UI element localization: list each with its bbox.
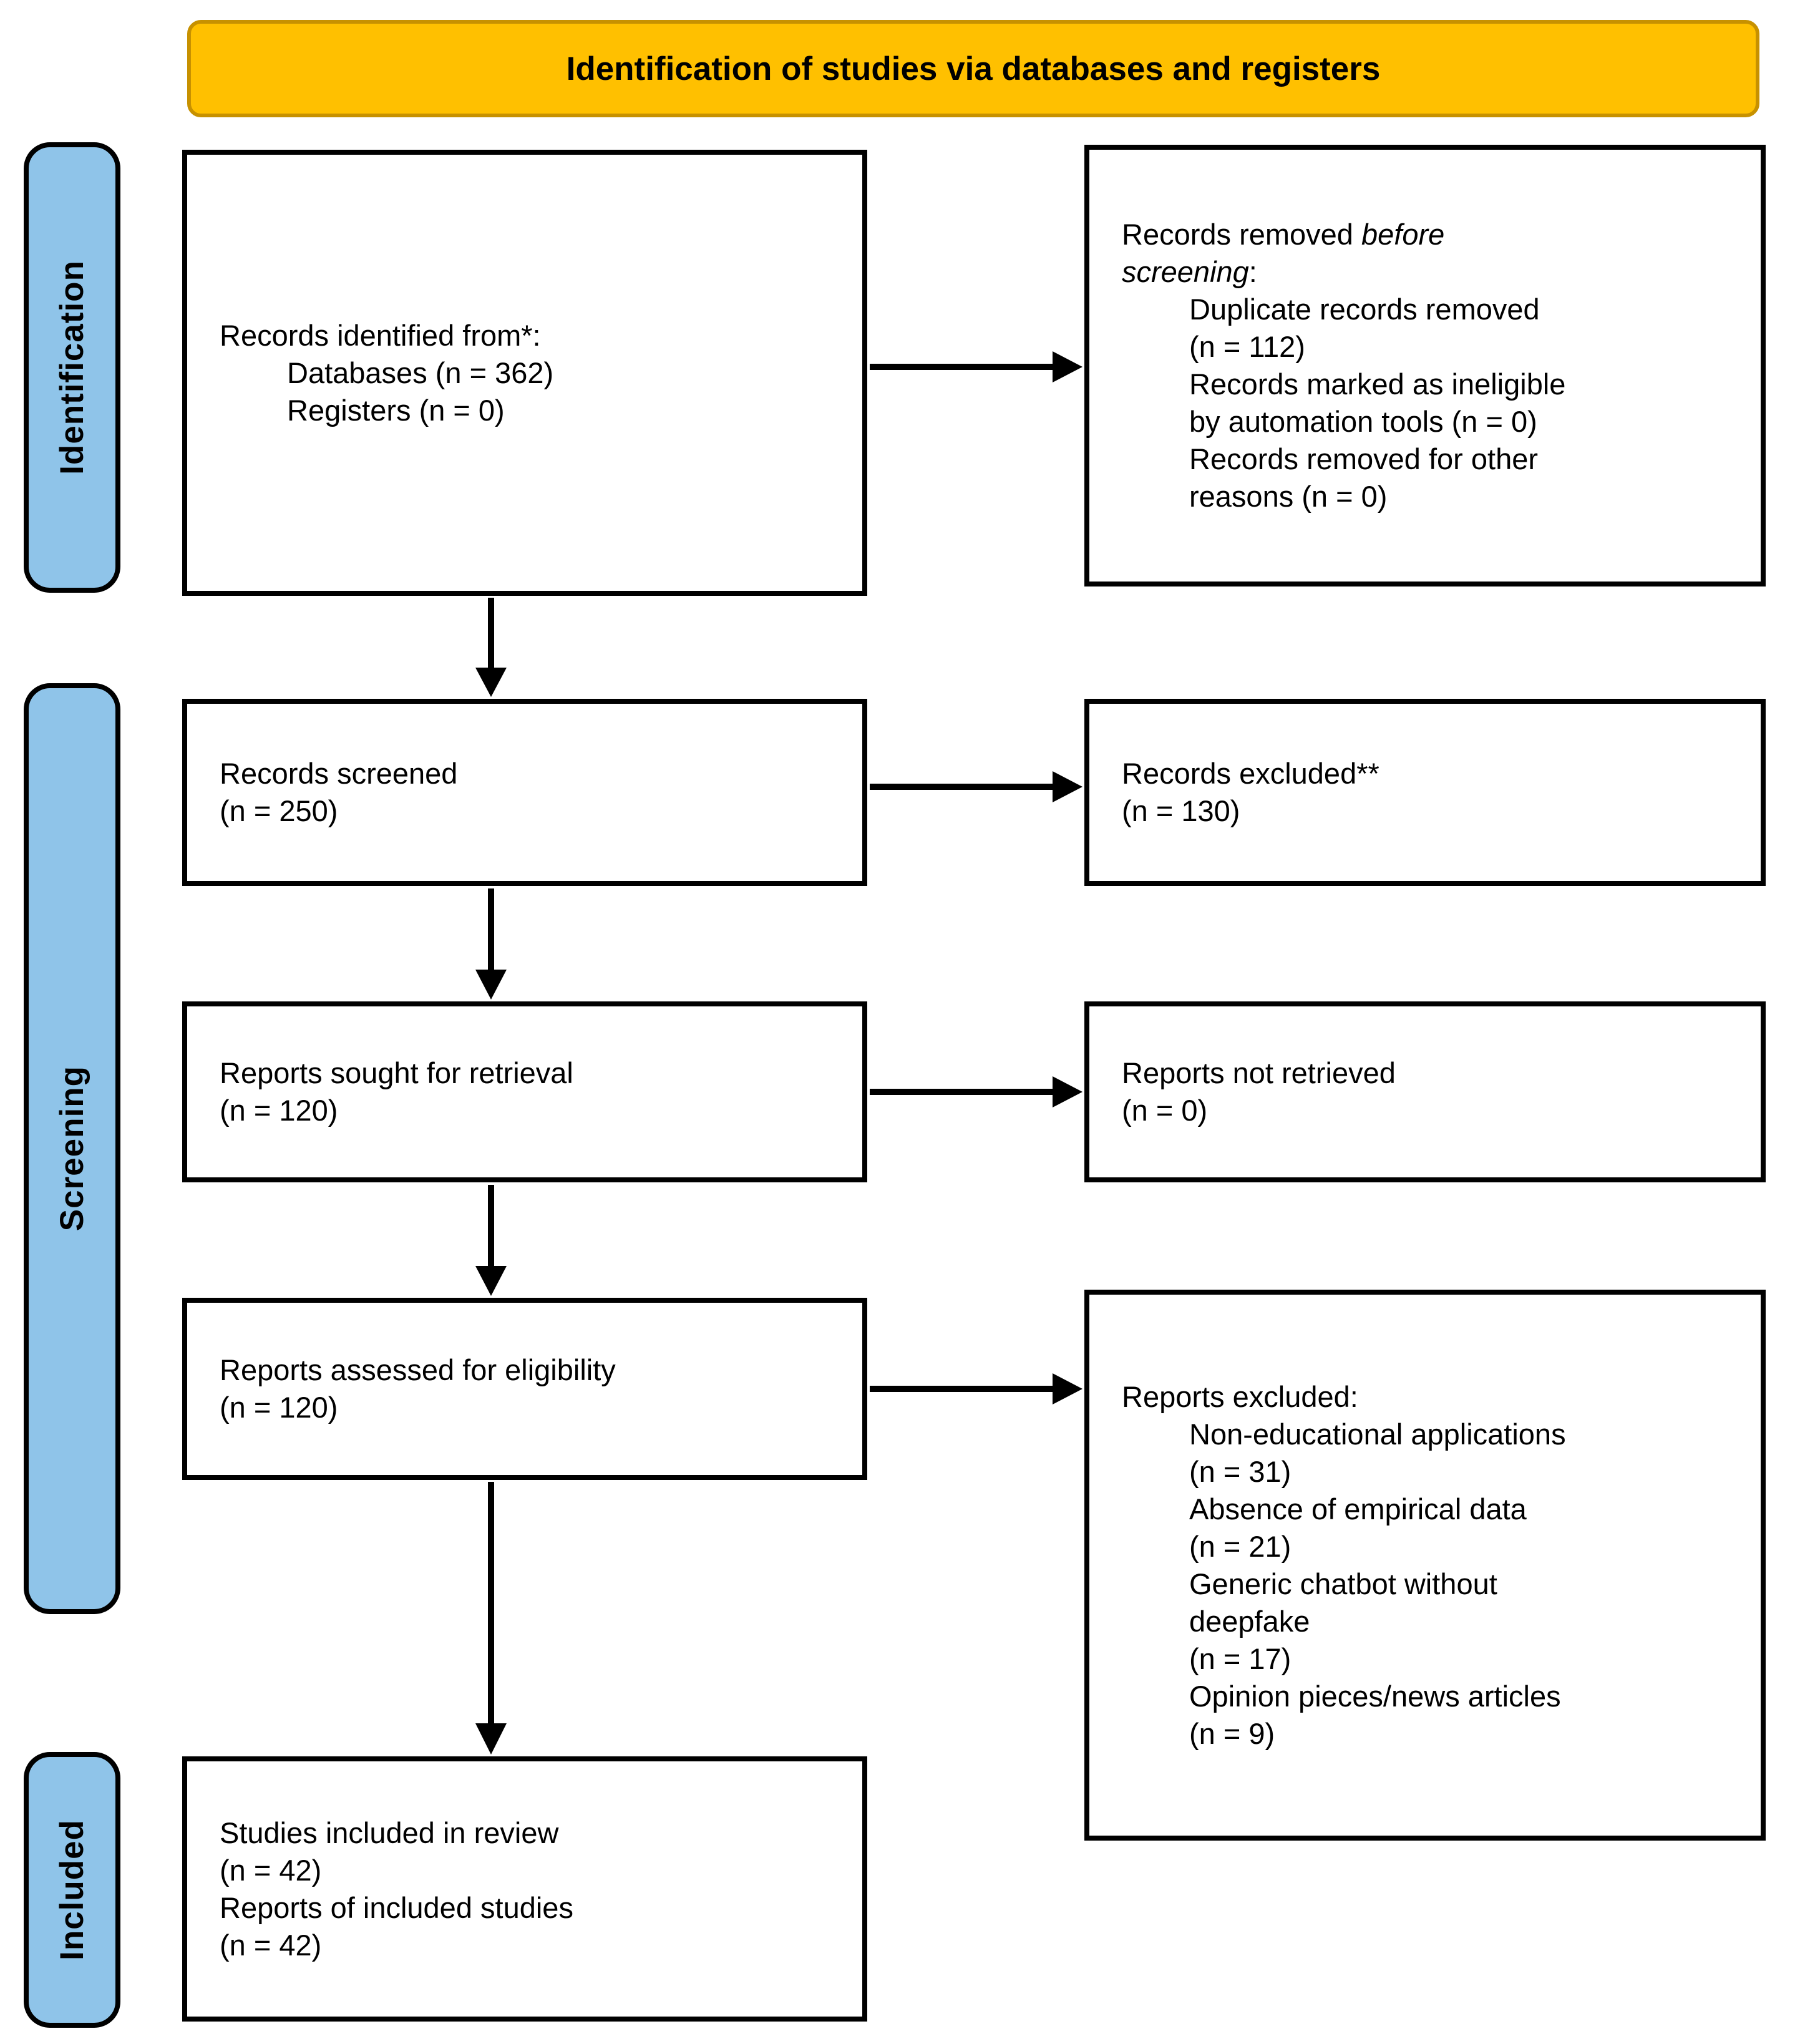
stage-label-screening: [24, 683, 120, 1614]
stage-label-identification-text: Identification: [54, 260, 90, 475]
records-removed-item2-line2: by automation tools (n = 0): [1189, 405, 1537, 438]
arrow-screened-to-sought-head: [475, 970, 507, 1000]
studies-included-line3: Reports of included studies: [220, 1891, 573, 1924]
stage-label-screening-text: Screening: [54, 1066, 90, 1232]
records-identified-line3: Registers (n = 0): [287, 393, 505, 427]
reports-sought-line2: (n = 120): [220, 1094, 338, 1127]
reports-assessed-line2: (n = 120): [220, 1391, 338, 1424]
records-removed-line2: [1122, 253, 1748, 291]
reports-sought-line1: Reports sought for retrieval: [220, 1056, 573, 1089]
arrow-sought-to-assessed-head: [475, 1266, 507, 1296]
studies-included-line1: Studies included in review: [220, 1816, 559, 1849]
records-identified-line2: Databases (n = 362): [287, 356, 554, 389]
box-records-screened: [182, 699, 867, 886]
reports-excluded-item3-line2: deepfake: [1189, 1604, 1310, 1638]
arrow-identified-to-removed-head: [1053, 351, 1082, 382]
records-removed-item3-line1: Records removed for other: [1189, 442, 1539, 475]
studies-included-line4: (n = 42): [220, 1928, 322, 1962]
box-reports-sought: [182, 1001, 867, 1182]
reports-excluded-item3-line3: (n = 17): [1189, 1642, 1292, 1675]
box-studies-included: [182, 1756, 867, 2022]
banner-title-text: Identification of studies via databases and registers: [566, 50, 1381, 87]
records-removed-line2-normal: :: [1248, 255, 1257, 288]
records-screened-line2: (n = 250): [220, 794, 338, 827]
arrow-identified-to-screened-head: [475, 668, 507, 697]
records-identified-line1: Records identified from*:: [220, 318, 541, 352]
stage-label-identification: [24, 142, 120, 593]
reports-not-retrieved-line1: Reports not retrieved: [1122, 1056, 1396, 1089]
reports-not-retrieved-line2: (n = 0): [1122, 1094, 1208, 1127]
records-removed-item2-line1: Records marked as ineligible: [1189, 367, 1566, 401]
records-removed-item1-line1: Duplicate records removed: [1189, 293, 1540, 326]
records-screened-line1: Records screened: [220, 757, 458, 790]
banner-title: [187, 20, 1759, 117]
box-records-excluded: [1084, 699, 1766, 886]
records-removed-line2-italic: screening: [1122, 255, 1249, 288]
box-reports-excluded: [1084, 1290, 1766, 1841]
reports-excluded-item3-line1: Generic chatbot without: [1189, 1567, 1497, 1600]
reports-excluded-item2-line1: Absence of empirical data: [1189, 1492, 1527, 1526]
arrow-screened-to-excluded-head: [1053, 771, 1082, 802]
arrow-sought-to-not-retrieved-head: [1053, 1076, 1082, 1107]
records-removed-item3-line2: reasons (n = 0): [1189, 480, 1388, 513]
records-removed-line1-italic: before: [1361, 218, 1445, 251]
reports-assessed-line1: Reports assessed for eligibility: [220, 1353, 616, 1386]
box-records-identified: [182, 150, 867, 596]
records-excluded-line1: Records excluded**: [1122, 757, 1379, 790]
box-records-removed: [1084, 145, 1766, 586]
studies-included-line2: (n = 42): [220, 1853, 322, 1887]
arrow-assessed-to-included-head: [475, 1723, 507, 1754]
records-removed-line1: [1122, 216, 1748, 253]
arrow-assessed-to-rep-excluded-head: [1053, 1373, 1082, 1404]
stage-label-included: [24, 1752, 120, 2028]
records-removed-item1-line2: (n = 112): [1189, 330, 1305, 363]
stage-label-included-text: Included: [54, 1819, 90, 1960]
reports-excluded-item4-line2: (n = 9): [1189, 1716, 1275, 1750]
box-reports-assessed: [182, 1298, 867, 1480]
reports-excluded-item2-line2: (n = 21): [1189, 1529, 1292, 1563]
records-removed-line1-normal: Records removed: [1122, 218, 1361, 251]
records-excluded-line2: (n = 130): [1122, 794, 1240, 827]
box-reports-not-retrieved: [1084, 1001, 1766, 1182]
reports-excluded-item1-line1: Non-educational applications: [1189, 1417, 1566, 1451]
reports-excluded-line1: Reports excluded:: [1122, 1380, 1358, 1413]
reports-excluded-item1-line2: (n = 31): [1189, 1454, 1292, 1488]
reports-excluded-item4-line1: Opinion pieces/news articles: [1189, 1679, 1561, 1713]
